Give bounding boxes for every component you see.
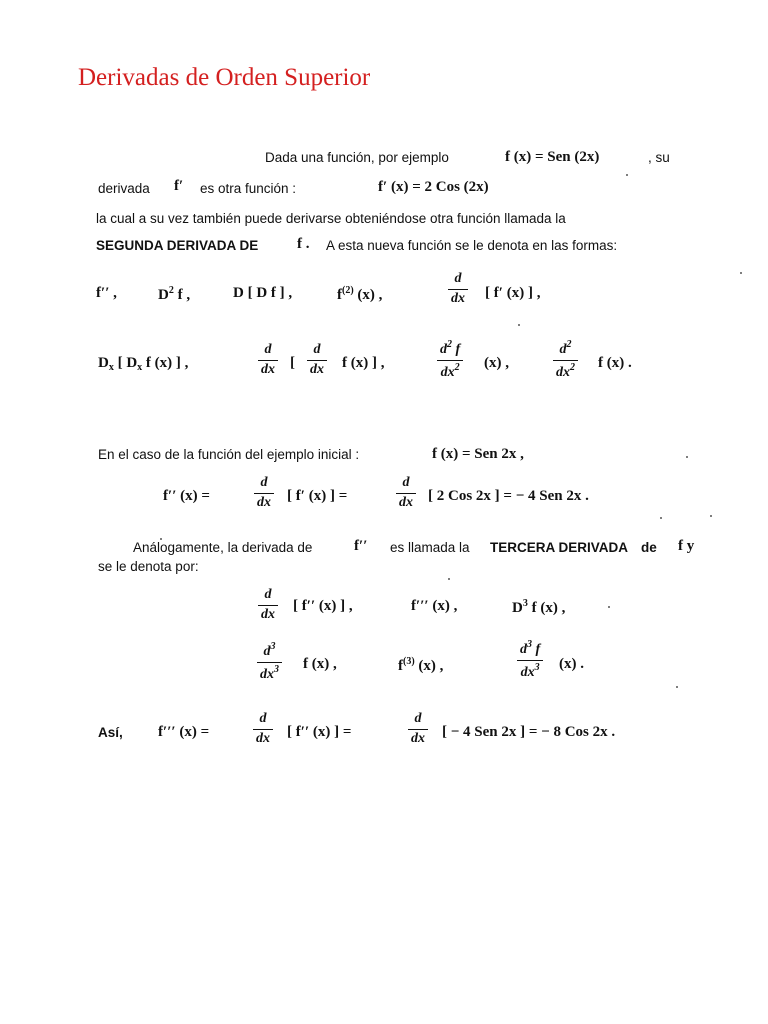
notation3-d3f: $D^3$ f (x) , xyxy=(512,598,566,616)
para1-line1-end: , su xyxy=(648,150,670,165)
page-title: Derivadas de Orden Superior xyxy=(78,64,371,91)
para1-line1-text: Dada una función, por ejemplo xyxy=(265,150,449,165)
example-line-equation: f (x) = Sen 2x , xyxy=(432,446,524,462)
scan-speckle xyxy=(608,606,610,608)
notation-d2-dx2-fraction: $d^2$ $dx^2$ xyxy=(553,340,578,381)
example-eq-fraction-2: d dx xyxy=(396,476,416,511)
scan-speckle xyxy=(686,456,688,458)
notation3-d-dx-fpp: [ f′′ (x) ] , xyxy=(293,598,353,614)
notation3-f3: $f^{(3)}$ (x) , xyxy=(398,656,444,674)
notation3-d3f-dx3-fraction: $d^3$ f $dx^3$ xyxy=(517,640,543,681)
notation-d-dx-fraction-inner: d dx xyxy=(307,343,327,378)
para1-line2-text: derivada xyxy=(98,181,150,196)
scan-speckle xyxy=(448,578,450,580)
para1-line4-rest: A esta nueva función se le denota en las formas: xyxy=(326,238,618,253)
para3-line2: se le denota por: xyxy=(98,559,199,574)
asi-eq-mid: [ f′′ (x) ] = xyxy=(287,724,352,740)
para3-line1-de: de xyxy=(641,540,657,555)
notation-ddf: D [ D f ] , xyxy=(233,285,293,301)
asi-eq-fraction-1: d dx xyxy=(253,712,273,747)
example-line-text: En el caso de la función del ejemplo inicial : xyxy=(98,447,360,462)
asi-eq-start: f′′′ (x) = xyxy=(158,724,210,740)
para3-line1-text: Análogamente, la derivada de xyxy=(133,540,313,555)
notation3-d3-dx3-fx: f (x) , xyxy=(303,656,337,672)
asi-label: Así, xyxy=(98,725,123,740)
notation-d-dx-fraction: d dx xyxy=(448,272,468,307)
example-eq-fraction-1: d dx xyxy=(254,476,274,511)
notation3-fppp: f′′′ (x) , xyxy=(411,598,458,614)
notation-open-bracket: [ xyxy=(290,355,295,371)
scan-speckle xyxy=(626,174,628,176)
para3-line1-f: f′′ xyxy=(354,538,368,554)
para3-line1-bold: TERCERA DERIVADA xyxy=(490,540,629,555)
scan-speckle xyxy=(676,686,678,688)
para1-line3: la cual a su vez también puede derivarse obteniéndose otra función llamada la xyxy=(96,211,566,226)
para1-line2-f: f′ xyxy=(174,178,184,194)
notation-dx-dx-f: $D_x$ [ $D_x$ f (x) ] , xyxy=(98,355,189,373)
notation3-d3-dx3-fraction: $d^3$ $dx^3$ xyxy=(257,642,282,683)
para1-line1-equation: f (x) = Sen (2x) xyxy=(505,149,600,165)
para1-line4-bold: SEGUNDA DERIVADA DE xyxy=(96,238,259,253)
notation3-d3f-dx3-x: (x) . xyxy=(559,656,584,672)
para1-line2-mid: es otra función : xyxy=(200,181,297,196)
notation-d2f: $D^2$ f , xyxy=(158,285,191,303)
example-eq-mid: [ f′ (x) ] = xyxy=(287,488,348,504)
scan-speckle xyxy=(160,538,162,540)
asi-eq-fraction-2: d dx xyxy=(408,712,428,747)
notation-d2-dx2-fx: f (x) . xyxy=(598,355,632,371)
para1-line2-equation: f′ (x) = 2 Cos (2x) xyxy=(378,179,489,195)
para3-line1-end: f y xyxy=(678,538,695,554)
asi-eq-end: [ − 4 Sen 2x ] = − 8 Cos 2x . xyxy=(442,724,616,740)
scan-speckle xyxy=(740,272,742,274)
notation3-fraction-1: d dx xyxy=(258,588,278,623)
example-eq-start: f′′ (x) = xyxy=(163,488,210,504)
para3-line1-mid: es llamada la xyxy=(390,540,470,555)
scan-speckle xyxy=(710,515,712,517)
scan-speckle xyxy=(518,324,520,326)
para1-line4-f: f . xyxy=(297,236,310,252)
notation-fpp: f′′ , xyxy=(96,285,117,301)
notation-d2f-dx2-x: (x) , xyxy=(484,355,509,371)
notation-f2: $f^{(2)}$ (x) , xyxy=(337,285,383,303)
notation-d2f-dx2-fraction: $d^2$ f $dx^2$ xyxy=(437,340,463,381)
notation-fx-close: f (x) ] , xyxy=(342,355,385,371)
notation-d-dx-fraction-outer: d dx xyxy=(258,343,278,378)
example-eq-end: [ 2 Cos 2x ] = − 4 Sen 2x . xyxy=(428,488,589,504)
scan-speckle xyxy=(660,517,662,519)
notation-d-dx-fprime: [ f′ (x) ] , xyxy=(485,285,541,301)
